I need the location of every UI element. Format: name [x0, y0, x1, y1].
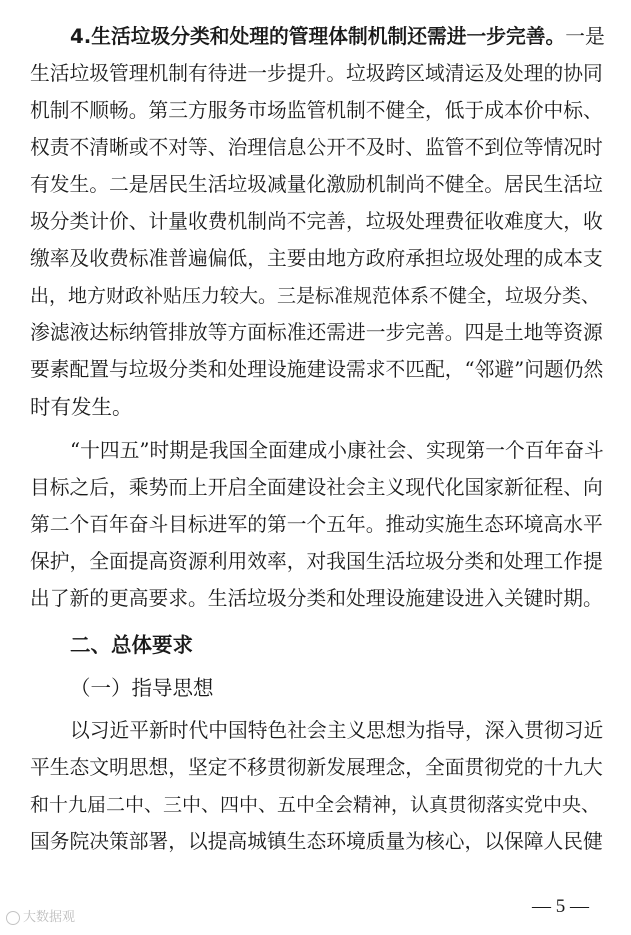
text-line: 渗滤液达标纳管排放等方面标准还需进一步完善。四是土地等资源: [30, 321, 603, 344]
text-line: 机制不顺畅。第三方服务市场监管机制不健全，低于成本价中标、: [30, 99, 603, 122]
text-line: 平生态文明思想，坚定不移贯彻新发展理念，全面贯彻党的十九大: [30, 756, 603, 779]
text-run: 一是: [565, 25, 605, 48]
text-line: 和十九届二中、三中、四中、五中全会精神，认真贯彻落实党中央、: [30, 794, 601, 816]
text-line: 以习近平新时代中国特色社会主义思想为指导，深入贯彻习近: [70, 719, 604, 742]
text-line: 圾分类计价、计量收费机制尚不完善，垃圾处理费征收难度大，收: [30, 210, 603, 233]
text-line: 保护，全面提高资源利用效率，对我国生活垃圾分类和处理工作提: [30, 550, 603, 573]
text-line: 要素配置与垃圾分类和处理设施建设需求不匹配，“邻避”问题仍然: [30, 358, 604, 381]
text-line: 第二个百年奋斗目标进军的第一个五年。推动实施生态环境高水平: [30, 513, 603, 536]
text-line: “十四五”时期是我国全面建成小康社会、实现第一个百年奋斗: [70, 439, 604, 462]
text-line: 时有发生。: [30, 395, 133, 419]
text-line: 权责不清晰或不对等、治理信息公开不及时、监管不到位等情况时: [30, 136, 603, 159]
paragraph-heading: 4.生活垃圾分类和处理的管理体制机制还需进一步完善。: [70, 25, 566, 48]
watermark-logo-icon: [6, 911, 20, 925]
text-line: 国务院决策部署，以提高城镇生态环境质量为核心，以保障人民健: [30, 830, 603, 853]
text-line: 缴率及收费标准普遍偏低，主要由地方政府承担垃圾处理的成本支: [30, 247, 603, 270]
text-line: 有发生。二是居民生活垃圾减量化激励机制尚不健全。居民生活垃: [30, 173, 603, 196]
text-line: 出了新的更高要求。生活垃圾分类和处理设施建设进入关键时期。: [30, 587, 603, 610]
watermark-text: 大数据观: [23, 910, 76, 925]
text-line: 生活垃圾管理机制有待进一步提升。垃圾跨区域清运及处理的协同: [30, 62, 603, 85]
text-line: 出，地方财政补贴压力较大。三是标准规范体系不健全，垃圾分类、: [30, 285, 601, 307]
watermark: [6, 906, 75, 925]
text-line: [70, 22, 605, 52]
text-line: 目标之后，乘势而上开启全面建设社会主义现代化国家新征程、向: [30, 476, 603, 499]
section-heading: 二、总体要求: [70, 633, 193, 657]
page-number: — 5 —: [532, 896, 589, 917]
subsection-heading: （一）指导思想: [70, 676, 214, 700]
